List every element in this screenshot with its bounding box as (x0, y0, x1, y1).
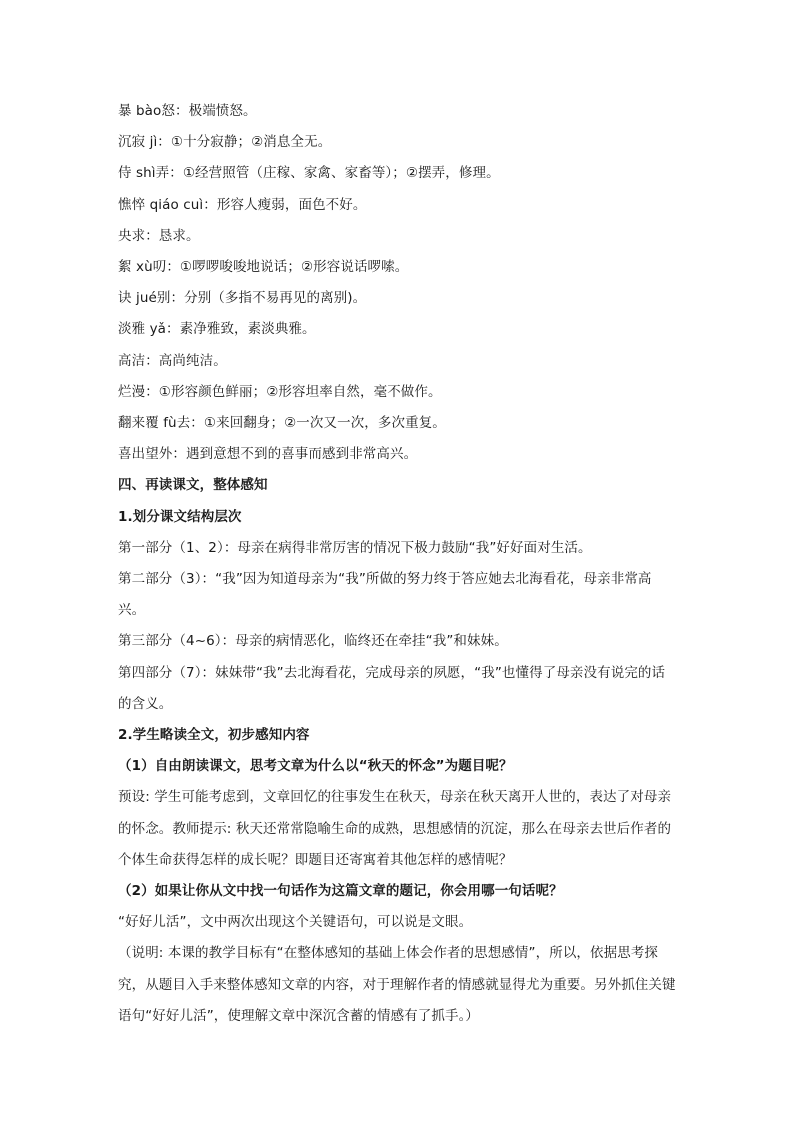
document-page (118, 96, 678, 1032)
glossary-entry-gaojie: 高洁：高尚纯洁。 (118, 352, 227, 369)
structure-part-4: 第四部分（7）：妹妹带“我”去北海看花，完成母亲的夙愿，“我”也懂得了母亲没有说完的话的含义。 (118, 664, 666, 712)
structure-part-2: 第二部分（3）：“我”因为知道母亲为“我”所做的努力终于答应她去北海看花，母亲非常高兴。 (118, 571, 652, 619)
question-1: （1）自由朗读课文，思考文章为什么以“秋天的怀念”为题目呢？ (118, 758, 513, 775)
glossary-entry-fanlaifuqu: 翻来覆 fù去：①来回翻身；②一次又一次，多次重复。 (118, 415, 446, 432)
glossary-entry-xudao: 絮 xù叨：①啰啰唆唆地说话；②形容说话啰嗦。 (118, 259, 409, 276)
glossary-entry-chenji: 沉寂 jì：①十分寂静；②消息全无。 (118, 134, 332, 151)
section-heading: 四、再读课文，整体感知 (118, 477, 268, 494)
glossary-entry-qiaocui: 憔悴 qiáo cuì：形容人瘦弱，面色不好。 (118, 196, 367, 213)
glossary-entry-danya: 淡雅 yǎ：素净雅致，素淡典雅。 (118, 321, 316, 338)
glossary-entry-juebie: 诀 jué别：分别（多指不易再见的离别)。 (118, 290, 367, 307)
glossary-entry-yangqiu: 央求：恳求。 (118, 227, 200, 244)
subsection-heading-structure: 1.划分课文结构层次 (118, 508, 242, 525)
structure-part-1: 第一部分（1、2）：母亲在病得非常厉害的情况下极力鼓励“我”好好面对生活。 (118, 539, 592, 556)
answer-1: 预设: 学生可能考虑到，文章回忆的往事发生在秋天，母亲在秋天离开人世的，表达了对母亲的怀念。教师提示: 秋天还常常隐喻生命的成熟，思想感情的沉淀，那么在母亲去世后作者的个体生命获得怎样的成长呢？即题目还寄寓着其他怎样的感情呢？ (118, 789, 672, 868)
question-2: （2）如果让你从文中找一句话作为这篇文章的题记，你会用哪一句话呢？ (118, 883, 563, 900)
glossary-entry-lanman: 烂漫：①形容颜色鲜丽；②形容坦率自然，毫不做作。 (118, 383, 442, 400)
glossary-entry-xichuwangwai: 喜出望外：遇到意想不到的喜事而感到非常高兴。 (118, 446, 418, 463)
glossary-entry-shinong: 侍 shì弄：①经营照管（庄稼、家禽、家畜等）；②摆弄，修理。 (118, 165, 500, 182)
subsection-heading-reading: 2.学生略读全文，初步感知内容 (118, 727, 310, 744)
answer-2: “好好儿活”，文中两次出现这个关键语句，可以说是文眼。 (118, 914, 473, 931)
teaching-note: （说明: 本课的教学目标有“在整体感知的基础上体会作者的思想感情”，所以，依据思考探究，从题目入手来整体感知文章的内容，对于理解作者的情感就显得尤为重要。另外抓住关键语句“好好儿活”，使理解文章中深沉含蓄的情感有了抓手。） (118, 945, 676, 1024)
structure-part-3: 第三部分（4~6）：母亲的病情恶化，临终还在牵挂“我”和妹妹。 (118, 633, 508, 650)
glossary-entry-baonu: 暴 bào怒：极端愤怒。 (118, 103, 257, 119)
